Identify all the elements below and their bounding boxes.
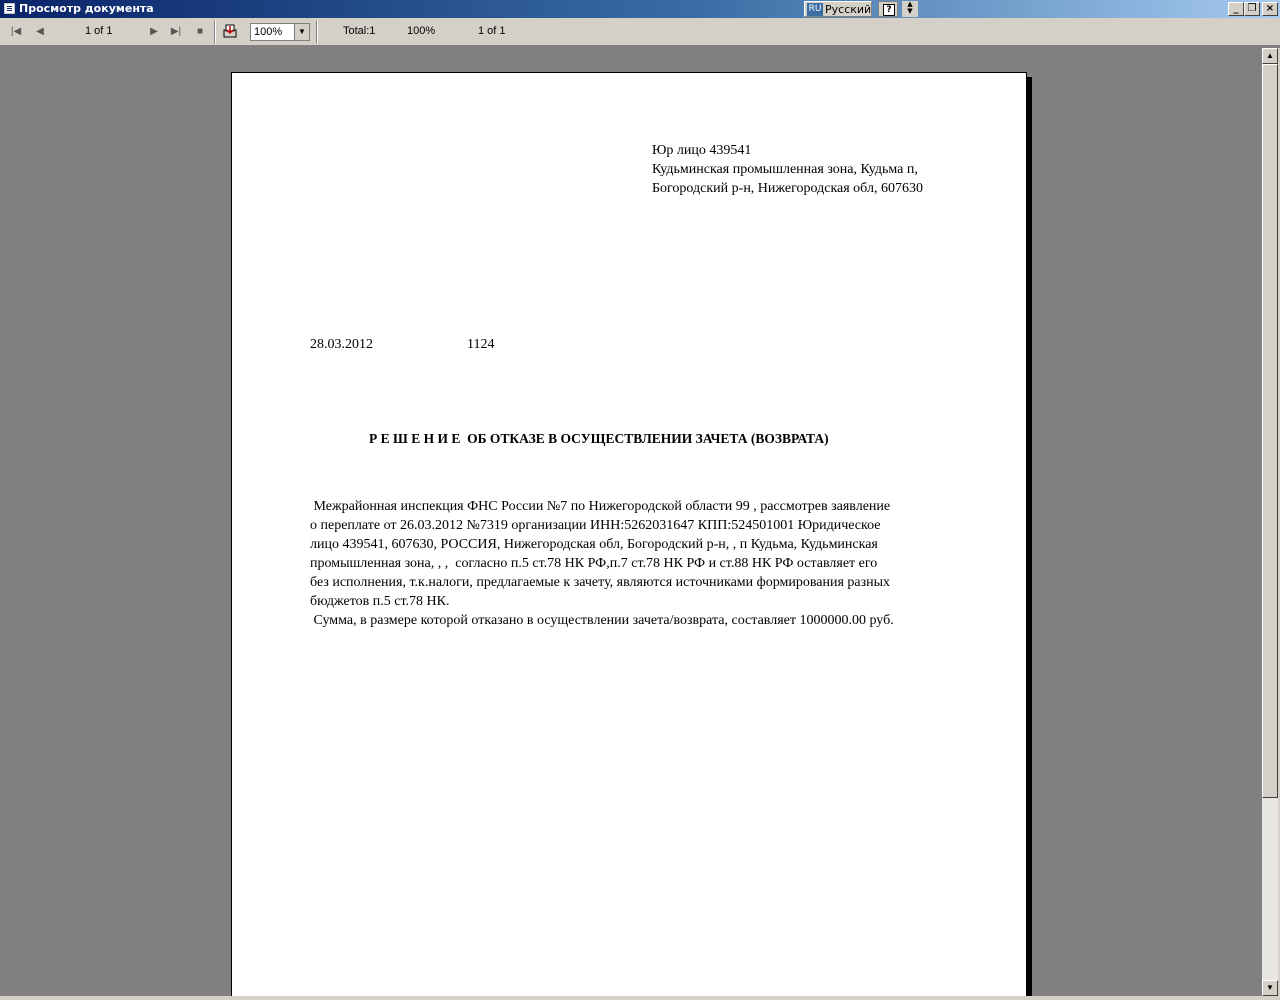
toolbar-separator: [214, 21, 216, 43]
window-border: [0, 996, 1280, 1000]
document-date: 28.03.2012: [310, 337, 373, 352]
document-title: Р Е Ш Е Н И Е ОБ ОТКАЗЕ В ОСУЩЕСТВЛЕНИИ ЗАЧЕТА (ВОЗВРАТА): [369, 431, 829, 446]
document-body: [310, 497, 990, 630]
previous-page-icon[interactable]: ◀: [36, 26, 44, 37]
help-icon: ?: [883, 4, 895, 16]
close-button[interactable]: ×: [1262, 2, 1278, 16]
body-line: промышленная зона, , , согласно п.5 ст.78 НК РФ,п.7 ст.78 НК РФ и ст.88 НК РФ оставляет его: [310, 556, 878, 571]
first-page-icon[interactable]: |◀: [10, 26, 22, 37]
recipient-address: [652, 141, 923, 198]
preview-toolbar: [0, 18, 1280, 46]
zoom-percent-label: 100%: [407, 25, 436, 37]
vertical-scrollbar[interactable]: [1262, 48, 1278, 996]
next-page-icon[interactable]: ▶: [150, 26, 158, 37]
scrollbar-thumb[interactable]: [1262, 64, 1278, 798]
language-code-icon: RU: [808, 4, 822, 14]
document-number: 1124: [467, 337, 495, 352]
chevron-down-icon[interactable]: ▼: [294, 24, 309, 40]
page-indicator: 1 of 1: [85, 25, 113, 37]
language-label: Русский: [825, 3, 872, 16]
zoom-select[interactable]: [250, 23, 310, 41]
title-bar: [0, 0, 1280, 18]
address-line: Богородский р-н, Нижегородская обл, 607630: [652, 181, 923, 196]
window-title: Просмотр документа: [19, 2, 154, 15]
document-icon: [4, 3, 15, 14]
language-indicator[interactable]: [804, 1, 872, 17]
body-line: о переплате от 26.03.2012 №7319 организации ИНН:5262031647 КПП:524501001 Юридическое: [310, 518, 881, 533]
minimize-button[interactable]: _: [1228, 2, 1244, 16]
document-page: [231, 72, 1027, 1000]
language-bar-options-icon[interactable]: ▲ ▼: [902, 1, 918, 17]
scroll-down-icon[interactable]: ▼: [1262, 980, 1278, 996]
total-pages-label: Total:1: [343, 25, 376, 37]
body-line: без исполнения, т.к.налоги, предлагаемые к зачету, являются источниками формирования разных: [310, 575, 891, 590]
export-icon[interactable]: [222, 23, 238, 39]
body-line: Сумма, в размере которой отказано в осуществлении зачета/возврата, составляет 1000000.00 руб.: [310, 613, 894, 628]
address-line: Юр лицо 439541: [652, 143, 752, 158]
restore-button[interactable]: ❐: [1244, 2, 1260, 16]
language-help-button[interactable]: [878, 1, 898, 17]
last-page-icon[interactable]: ▶|: [170, 26, 182, 37]
page-of-label: 1 of 1: [478, 25, 506, 37]
zoom-select-value: 100%: [254, 26, 283, 38]
body-line: Межрайонная инспекция ФНС России №7 по Нижегородской области 99 , рассмотрев заявление: [310, 499, 891, 514]
stop-icon[interactable]: ■: [196, 26, 204, 37]
address-line: Кудьминская промышленная зона, Кудьма п,: [652, 162, 918, 177]
body-line: лицо 439541, 607630, РОССИЯ, Нижегородская обл, Богородский р-н, , п Кудьма, Кудьминская: [310, 537, 878, 552]
body-line: бюджетов п.5 ст.78 НК.: [310, 594, 450, 609]
scroll-up-icon[interactable]: ▲: [1262, 48, 1278, 64]
toolbar-separator: [316, 21, 318, 43]
